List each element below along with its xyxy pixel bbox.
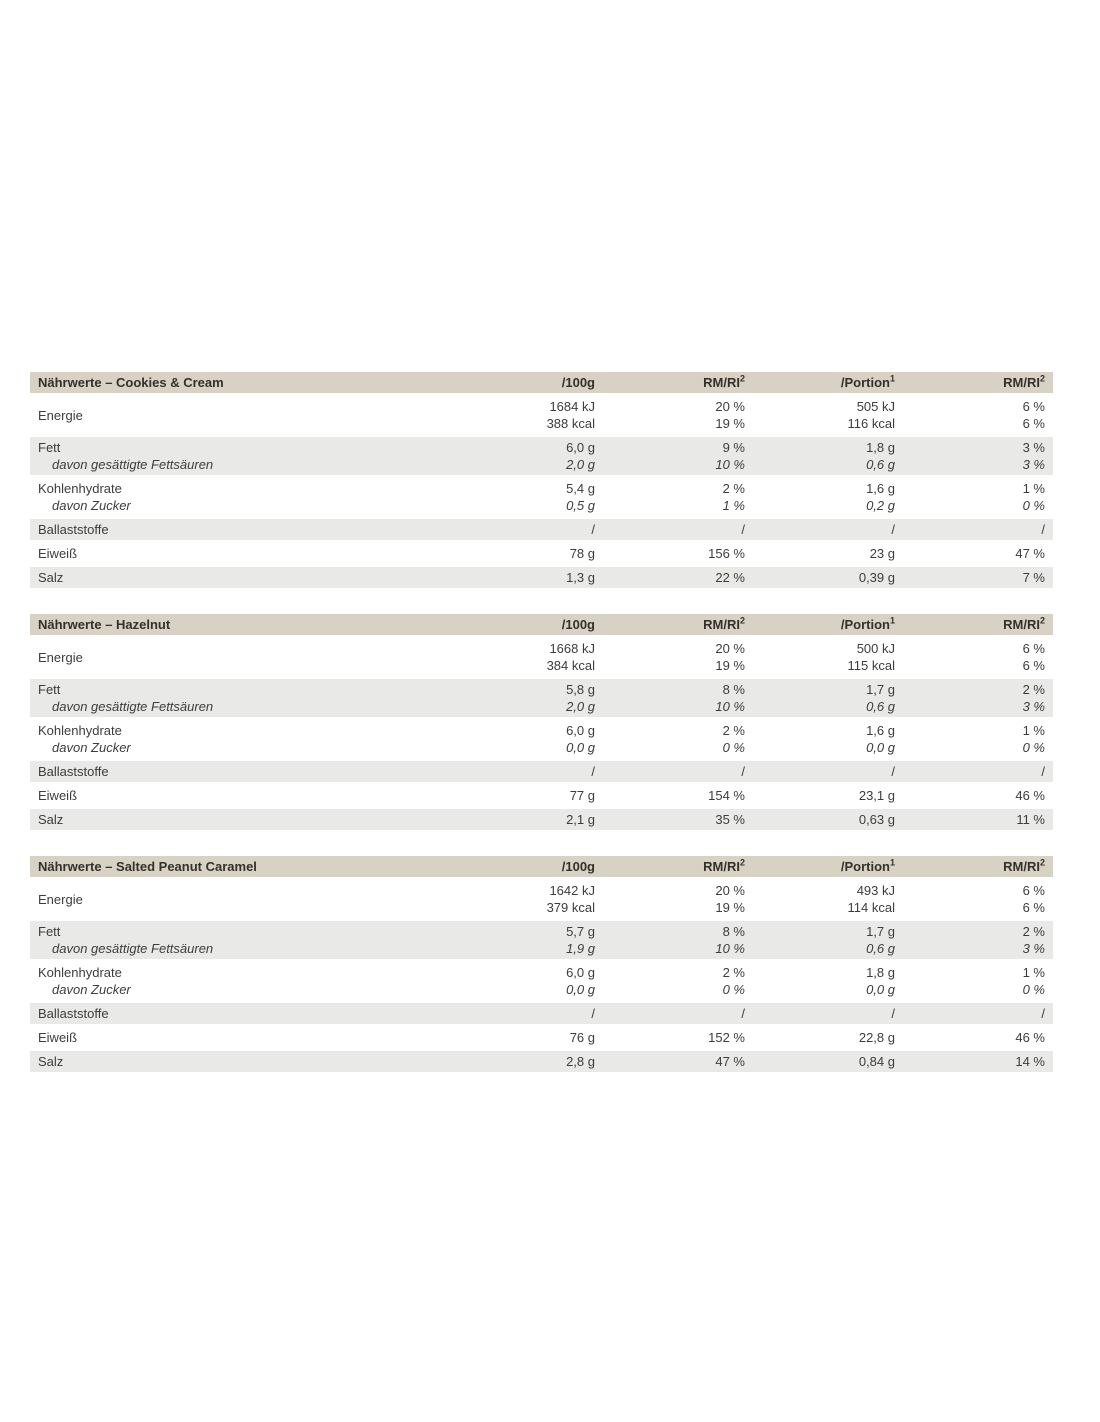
value-main: 11 % — [1016, 812, 1045, 827]
table-row — [30, 809, 1053, 830]
value-cell — [753, 638, 903, 676]
value-cell — [453, 478, 603, 516]
value-main: 46 % — [1015, 788, 1045, 803]
column-header-superscript: 1 — [889, 857, 895, 868]
value-cell — [903, 880, 1053, 918]
value-sub: 19 % — [715, 416, 745, 431]
value-main: 1 % — [1022, 723, 1045, 738]
value-cell — [603, 437, 753, 475]
value-cell — [903, 785, 1053, 806]
value-cell — [753, 1027, 903, 1048]
value-cell — [753, 921, 903, 959]
value-cell — [453, 543, 603, 564]
row-label-cell — [30, 962, 453, 1000]
value-cell — [453, 785, 603, 806]
value-main: 76 g — [569, 1030, 595, 1045]
value-main: 6,0 g — [566, 723, 595, 738]
table-row — [30, 543, 1053, 564]
value-cell — [603, 478, 753, 516]
value-sub: 384 kcal — [546, 658, 595, 673]
value-main: 1,7 g — [866, 682, 895, 697]
value-main: 493 kJ — [856, 883, 895, 898]
row-sublabel: davon gesättigte Fettsäuren — [52, 699, 214, 714]
row-label-cell — [30, 785, 453, 806]
value-cell — [603, 1027, 753, 1048]
value-main: 6 % — [1022, 641, 1045, 656]
value-cell — [453, 880, 603, 918]
row-sublabel: davon gesättigte Fettsäuren — [52, 457, 214, 472]
table-row — [30, 761, 1053, 782]
table-body — [30, 396, 1053, 588]
value-sub: 0 % — [722, 740, 745, 755]
table-body — [30, 638, 1053, 830]
table-row — [30, 785, 1053, 806]
column-header — [903, 372, 1053, 393]
table-header — [30, 856, 1053, 877]
row-label: Salz — [38, 570, 64, 585]
column-header-label: /Portion — [840, 617, 890, 632]
value-cell — [903, 720, 1053, 758]
value-cell — [603, 396, 753, 434]
value-sub: 0,2 g — [866, 498, 895, 513]
value-sub: 10 % — [715, 699, 745, 714]
row-label-cell — [30, 880, 453, 918]
value-sub: 19 % — [715, 900, 745, 915]
row-label: Kohlenhydrate — [38, 965, 122, 980]
column-header-label: RM/RI — [1003, 617, 1040, 632]
row-label-cell — [30, 396, 453, 434]
row-label: Energie — [38, 649, 83, 665]
value-main: 6 % — [1022, 399, 1045, 414]
row-label: Ballaststoffe — [38, 1006, 109, 1021]
value-sub: 0 % — [1022, 740, 1045, 755]
value-cell — [453, 962, 603, 1000]
row-label-cell — [30, 638, 453, 676]
value-cell — [603, 921, 753, 959]
value-main: 5,4 g — [566, 481, 595, 496]
value-cell — [753, 880, 903, 918]
value-sub: 114 kcal — [847, 900, 895, 915]
row-sublabel: davon Zucker — [52, 982, 131, 997]
value-main: 47 % — [1015, 546, 1045, 561]
value-cell — [453, 1003, 603, 1024]
value-main: 78 g — [569, 546, 595, 561]
value-main: 23 g — [869, 546, 895, 561]
column-header — [903, 614, 1053, 635]
value-sub: 2,0 g — [566, 699, 595, 714]
column-header — [453, 856, 603, 877]
table-row — [30, 567, 1053, 588]
value-cell — [903, 679, 1053, 717]
value-cell — [753, 1051, 903, 1072]
value-main: 46 % — [1015, 1030, 1045, 1045]
value-main: 8 % — [722, 682, 745, 697]
value-cell — [903, 519, 1053, 540]
value-cell — [903, 437, 1053, 475]
row-label-cell — [30, 720, 453, 758]
value-main: 1,3 g — [566, 570, 595, 585]
value-main: 505 kJ — [856, 399, 895, 414]
table-title: Nährwerte – Hazelnut — [30, 614, 453, 635]
value-sub: 1,9 g — [566, 941, 595, 956]
value-cell — [453, 638, 603, 676]
row-label: Fett — [38, 440, 61, 455]
value-cell — [903, 1051, 1053, 1072]
value-cell — [453, 1051, 603, 1072]
column-header-superscript: 2 — [739, 857, 745, 868]
value-cell — [753, 761, 903, 782]
value-main: / — [591, 764, 595, 779]
nutrition-table — [30, 369, 1053, 591]
value-main: / — [591, 522, 595, 537]
table-title: Nährwerte – Cookies & Cream — [30, 372, 453, 393]
column-header-superscript: 2 — [1039, 857, 1045, 868]
table-row — [30, 478, 1053, 516]
value-main: 7 % — [1022, 570, 1045, 585]
value-sub: 379 kcal — [546, 900, 595, 915]
row-sublabel: davon gesättigte Fettsäuren — [52, 941, 214, 956]
value-main: 1,6 g — [866, 723, 895, 738]
table-header — [30, 372, 1053, 393]
value-sub: 0 % — [1022, 498, 1045, 513]
row-label: Energie — [38, 891, 83, 907]
value-cell — [453, 396, 603, 434]
column-header-label: /100g — [561, 859, 595, 874]
row-label: Kohlenhydrate — [38, 481, 122, 496]
column-header-label: RM/RI — [703, 375, 740, 390]
column-header-superscript: 1 — [889, 373, 895, 384]
value-cell — [903, 1003, 1053, 1024]
value-sub: 2,0 g — [566, 457, 595, 472]
value-cell — [603, 638, 753, 676]
value-main: 20 % — [715, 883, 745, 898]
column-header — [903, 856, 1053, 877]
column-header-label: RM/RI — [1003, 375, 1040, 390]
value-sub: 6 % — [1022, 900, 1045, 915]
value-cell — [603, 962, 753, 1000]
value-cell — [753, 1003, 903, 1024]
value-cell — [753, 785, 903, 806]
value-cell — [453, 679, 603, 717]
value-cell — [603, 679, 753, 717]
value-main: 5,8 g — [566, 682, 595, 697]
value-main: 2 % — [722, 481, 745, 496]
value-sub: 0,6 g — [866, 699, 895, 714]
value-main: / — [1041, 1006, 1045, 1021]
column-header — [753, 372, 903, 393]
column-header-label: RM/RI — [703, 617, 740, 632]
value-sub: 1 % — [722, 498, 745, 513]
value-cell — [903, 543, 1053, 564]
row-label-cell — [30, 679, 453, 717]
value-cell — [753, 478, 903, 516]
value-cell — [603, 1003, 753, 1024]
column-header-label: /100g — [561, 375, 595, 390]
table-row — [30, 921, 1053, 959]
row-label: Energie — [38, 407, 83, 423]
value-cell — [453, 809, 603, 830]
column-header — [753, 614, 903, 635]
row-sublabel: davon Zucker — [52, 740, 131, 755]
value-cell — [903, 1027, 1053, 1048]
value-main: 6 % — [1022, 883, 1045, 898]
row-label: Kohlenhydrate — [38, 723, 122, 738]
value-cell — [903, 962, 1053, 1000]
value-main: / — [891, 764, 895, 779]
table-row — [30, 396, 1053, 434]
row-label-cell — [30, 761, 453, 782]
value-cell — [753, 809, 903, 830]
column-header-superscript: 2 — [1039, 373, 1045, 384]
header-row — [30, 372, 1053, 393]
value-main: 2,8 g — [566, 1054, 595, 1069]
column-header — [603, 856, 753, 877]
value-sub: 0,0 g — [866, 740, 895, 755]
value-main: 20 % — [715, 399, 745, 414]
value-main: 1684 kJ — [549, 399, 595, 414]
value-main: 77 g — [569, 788, 595, 803]
value-main: 1668 kJ — [549, 641, 595, 656]
column-header-superscript: 2 — [1039, 615, 1045, 626]
value-cell — [753, 679, 903, 717]
value-main: 1 % — [1022, 965, 1045, 980]
value-sub: 0,0 g — [866, 982, 895, 997]
value-main: 2 % — [722, 723, 745, 738]
value-cell — [603, 567, 753, 588]
value-cell — [453, 1027, 603, 1048]
value-main: 0,39 g — [858, 570, 895, 585]
value-main: 0,84 g — [858, 1054, 895, 1069]
value-cell — [753, 567, 903, 588]
row-label: Eiweiß — [38, 788, 78, 803]
value-sub: 0,0 g — [566, 982, 595, 997]
value-sub: 115 kcal — [847, 658, 895, 673]
row-label: Ballaststoffe — [38, 522, 109, 537]
value-main: / — [741, 764, 745, 779]
value-main: 23,1 g — [858, 788, 895, 803]
value-main: 156 % — [708, 546, 745, 561]
value-main: 20 % — [715, 641, 745, 656]
row-label-cell — [30, 567, 453, 588]
row-label-cell — [30, 478, 453, 516]
table-row — [30, 1051, 1053, 1072]
value-main: 1,8 g — [866, 965, 895, 980]
table-row — [30, 720, 1053, 758]
value-cell — [903, 921, 1053, 959]
table-row — [30, 1003, 1053, 1024]
value-main: 1,8 g — [866, 440, 895, 455]
value-main: 2 % — [722, 965, 745, 980]
nutrition-table — [30, 853, 1053, 1075]
value-main: 22,8 g — [858, 1030, 895, 1045]
value-sub: 0,0 g — [566, 740, 595, 755]
value-main: 1,6 g — [866, 481, 895, 496]
table-row — [30, 880, 1053, 918]
value-cell — [603, 809, 753, 830]
value-sub: 19 % — [715, 658, 745, 673]
value-main: 2 % — [1022, 682, 1045, 697]
value-main: 9 % — [722, 440, 745, 455]
table-row — [30, 1027, 1053, 1048]
column-header-label: RM/RI — [1003, 859, 1040, 874]
value-main: 152 % — [708, 1030, 745, 1045]
value-cell — [603, 1051, 753, 1072]
value-cell — [753, 437, 903, 475]
column-header-label: RM/RI — [703, 859, 740, 874]
row-label-cell — [30, 519, 453, 540]
value-sub: 10 % — [715, 457, 745, 472]
value-cell — [753, 720, 903, 758]
value-sub: 0 % — [1022, 982, 1045, 997]
value-main: 3 % — [1022, 440, 1045, 455]
value-cell — [453, 921, 603, 959]
value-main: 1642 kJ — [549, 883, 595, 898]
value-main: 5,7 g — [566, 924, 595, 939]
value-main: / — [891, 522, 895, 537]
column-header — [603, 614, 753, 635]
value-cell — [753, 962, 903, 1000]
value-main: 14 % — [1015, 1054, 1045, 1069]
value-main: 6,0 g — [566, 440, 595, 455]
table-row — [30, 638, 1053, 676]
value-sub: 0 % — [722, 982, 745, 997]
header-row — [30, 856, 1053, 877]
row-label: Salz — [38, 812, 64, 827]
column-header-superscript: 1 — [889, 615, 895, 626]
value-main: 35 % — [715, 812, 745, 827]
value-cell — [903, 761, 1053, 782]
row-label: Eiweiß — [38, 1030, 78, 1045]
value-cell — [753, 396, 903, 434]
value-main: 500 kJ — [856, 641, 895, 656]
value-main: 0,63 g — [858, 812, 895, 827]
column-header-label: /Portion — [840, 375, 890, 390]
value-cell — [453, 567, 603, 588]
value-main: / — [1041, 764, 1045, 779]
value-sub: 0,6 g — [866, 941, 895, 956]
column-header — [753, 856, 903, 877]
value-sub: 116 kcal — [847, 416, 895, 431]
value-sub: 6 % — [1022, 416, 1045, 431]
value-cell — [453, 720, 603, 758]
value-sub: 10 % — [715, 941, 745, 956]
row-label-cell — [30, 921, 453, 959]
value-cell — [903, 809, 1053, 830]
value-sub: 3 % — [1022, 941, 1045, 956]
value-sub: 6 % — [1022, 658, 1045, 673]
value-sub: 388 kcal — [546, 416, 595, 431]
value-main: 22 % — [715, 570, 745, 585]
value-main: 1,7 g — [866, 924, 895, 939]
row-label-cell — [30, 1027, 453, 1048]
row-label: Ballaststoffe — [38, 764, 109, 779]
row-label: Eiweiß — [38, 546, 78, 561]
tables-container — [30, 369, 1053, 1095]
value-cell — [903, 638, 1053, 676]
column-header-superscript: 2 — [739, 615, 745, 626]
value-cell — [453, 761, 603, 782]
value-cell — [903, 567, 1053, 588]
value-cell — [903, 396, 1053, 434]
column-header-superscript: 2 — [739, 373, 745, 384]
value-cell — [453, 437, 603, 475]
column-header-label: /100g — [561, 617, 595, 632]
column-header — [453, 614, 603, 635]
value-cell — [603, 761, 753, 782]
value-main: / — [1041, 522, 1045, 537]
value-cell — [903, 478, 1053, 516]
row-label: Salz — [38, 1054, 64, 1069]
value-cell — [603, 543, 753, 564]
value-main: 47 % — [715, 1054, 745, 1069]
value-main: / — [741, 1006, 745, 1021]
table-row — [30, 679, 1053, 717]
value-main: 2,1 g — [566, 812, 595, 827]
value-main: / — [741, 522, 745, 537]
table-header — [30, 614, 1053, 635]
table-row — [30, 962, 1053, 1000]
value-cell — [753, 543, 903, 564]
value-sub: 0,5 g — [566, 498, 595, 513]
value-main: / — [591, 1006, 595, 1021]
value-main: 2 % — [1022, 924, 1045, 939]
header-row — [30, 614, 1053, 635]
row-label-cell — [30, 809, 453, 830]
column-header-label: /Portion — [840, 859, 890, 874]
row-sublabel: davon Zucker — [52, 498, 131, 513]
table-row — [30, 519, 1053, 540]
value-cell — [753, 519, 903, 540]
value-main: 8 % — [722, 924, 745, 939]
row-label: Fett — [38, 924, 61, 939]
row-label-cell — [30, 1003, 453, 1024]
value-cell — [603, 785, 753, 806]
value-cell — [603, 720, 753, 758]
value-main: 154 % — [708, 788, 745, 803]
value-sub: 3 % — [1022, 699, 1045, 714]
column-header — [453, 372, 603, 393]
value-cell — [603, 519, 753, 540]
column-header — [603, 372, 753, 393]
value-main: / — [891, 1006, 895, 1021]
value-cell — [453, 519, 603, 540]
value-sub: 0,6 g — [866, 457, 895, 472]
row-label-cell — [30, 437, 453, 475]
value-main: 1 % — [1022, 481, 1045, 496]
table-title: Nährwerte – Salted Peanut Caramel — [30, 856, 453, 877]
row-label-cell — [30, 543, 453, 564]
row-label: Fett — [38, 682, 61, 697]
value-cell — [603, 880, 753, 918]
value-sub: 3 % — [1022, 457, 1045, 472]
table-body — [30, 880, 1053, 1072]
table-row — [30, 437, 1053, 475]
value-main: 6,0 g — [566, 965, 595, 980]
row-label-cell — [30, 1051, 453, 1072]
nutrition-table — [30, 611, 1053, 833]
